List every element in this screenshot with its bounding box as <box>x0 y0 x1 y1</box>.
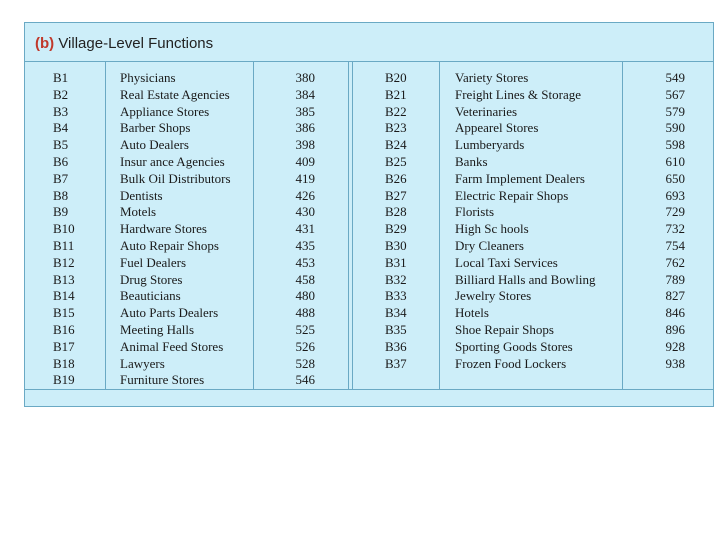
function-value: 458 <box>295 271 315 287</box>
function-name: Furniture Stores <box>120 372 205 388</box>
function-code: B4 <box>53 120 69 136</box>
function-value: 480 <box>295 288 315 304</box>
function-code: B11 <box>53 237 75 253</box>
function-name: Appearel Stores <box>455 120 539 136</box>
table-title <box>35 35 213 52</box>
table-label: (b) <box>35 35 55 52</box>
function-name: Fuel Dealers <box>120 254 187 270</box>
function-name: Frozen Food Lockers <box>455 355 567 371</box>
function-name: Insur ance Agencies <box>120 153 225 169</box>
function-value: 435 <box>295 237 315 253</box>
function-code: B1 <box>53 70 69 85</box>
function-name: Sporting Goods Stores <box>455 338 573 354</box>
function-code: B14 <box>53 288 75 304</box>
function-code: B20 <box>385 70 407 85</box>
function-code: B28 <box>385 204 407 220</box>
function-code: B6 <box>53 153 69 169</box>
column-divider <box>439 61 440 389</box>
function-code: B13 <box>53 271 75 287</box>
function-value: 846 <box>665 305 685 321</box>
function-name: Dentists <box>120 187 163 203</box>
function-value: 650 <box>665 170 685 186</box>
function-value: 896 <box>665 321 685 337</box>
table-footer-rule <box>25 389 713 390</box>
function-name: Billiard Halls and Bowling <box>455 271 596 287</box>
column-divider <box>348 61 349 389</box>
function-value: 525 <box>295 321 315 337</box>
function-name: Animal Feed Stores <box>120 338 224 354</box>
function-name: Local Taxi Services <box>455 254 558 270</box>
function-code: B31 <box>385 254 407 270</box>
function-value: 729 <box>665 204 685 220</box>
function-name: Veterinaries <box>455 103 518 119</box>
function-value: 409 <box>295 153 315 169</box>
function-code: B27 <box>385 187 407 203</box>
function-name: Drug Stores <box>120 271 183 287</box>
function-code: B17 <box>53 338 75 354</box>
function-value: 579 <box>665 103 685 119</box>
function-value: 426 <box>295 187 315 203</box>
function-code: B8 <box>53 187 69 203</box>
function-value: 789 <box>665 271 685 287</box>
function-code: B15 <box>53 305 75 321</box>
function-name: Electric Repair Shops <box>455 187 569 203</box>
function-code: B33 <box>385 288 407 304</box>
function-value: 386 <box>295 120 315 136</box>
function-name: Meeting Halls <box>120 321 195 337</box>
function-name: Lumberyards <box>455 137 525 153</box>
function-value: 754 <box>665 237 685 253</box>
function-name: Bulk Oil Distributors <box>120 170 231 186</box>
function-value: 693 <box>665 187 685 203</box>
function-code: B23 <box>385 120 407 136</box>
function-name: Banks <box>455 153 488 169</box>
function-value: 567 <box>665 86 685 102</box>
function-value: 546 <box>295 372 315 388</box>
function-code: B19 <box>53 372 75 388</box>
function-value: 938 <box>665 355 685 371</box>
function-value: 398 <box>295 137 315 153</box>
function-code: B35 <box>385 321 407 337</box>
function-name: Hardware Stores <box>120 221 207 237</box>
function-name: Real Estate Agencies <box>120 86 230 102</box>
function-code: B9 <box>53 204 69 220</box>
left-value-column <box>275 70 315 389</box>
function-name: Dry Cleaners <box>455 237 524 253</box>
function-value: 526 <box>295 338 315 354</box>
function-name: Auto Repair Shops <box>120 237 219 253</box>
village-functions-table <box>24 22 714 407</box>
function-value: 384 <box>295 86 315 102</box>
function-code: B18 <box>53 355 75 371</box>
function-value: 827 <box>665 288 685 304</box>
function-code: B2 <box>53 86 69 102</box>
function-code: B12 <box>53 254 75 270</box>
function-name: Hotels <box>455 305 489 321</box>
function-code: B25 <box>385 153 407 169</box>
function-value: 488 <box>295 305 315 321</box>
function-code: B22 <box>385 103 407 119</box>
function-value: 380 <box>295 70 315 85</box>
function-code: B24 <box>385 137 407 153</box>
function-code: B36 <box>385 338 407 354</box>
function-code: B32 <box>385 271 407 287</box>
function-code: B16 <box>53 321 75 337</box>
function-name: Variety Stores <box>455 70 529 85</box>
left-name-column <box>120 70 231 389</box>
function-value: 610 <box>665 153 685 169</box>
function-code: B10 <box>53 221 75 237</box>
function-code: B26 <box>385 170 407 186</box>
function-value: 928 <box>665 338 685 354</box>
function-value: 419 <box>295 170 315 186</box>
table-title-text: Village-Level Functions <box>58 35 214 52</box>
function-value: 528 <box>295 355 315 371</box>
right-value-column <box>645 70 685 372</box>
function-name: Auto Dealers <box>120 137 189 153</box>
function-value: 590 <box>665 120 685 136</box>
function-value: 431 <box>295 221 315 237</box>
function-name: Jewelry Stores <box>455 288 532 304</box>
function-name: Florists <box>455 204 495 220</box>
function-name: Freight Lines & Storage <box>455 86 582 102</box>
function-name: Beauticians <box>120 288 181 304</box>
function-name: Motels <box>120 204 157 220</box>
function-code: B30 <box>385 237 407 253</box>
function-name: High Sc hools <box>455 221 529 237</box>
function-code: B37 <box>385 355 407 371</box>
column-divider <box>622 61 623 389</box>
function-code: B34 <box>385 305 407 321</box>
function-value: 732 <box>665 221 685 237</box>
function-code: B5 <box>53 137 69 153</box>
function-name: Auto Parts Dealers <box>120 305 219 321</box>
column-divider <box>105 61 106 389</box>
function-code: B21 <box>385 86 407 102</box>
function-value: 385 <box>295 103 315 119</box>
function-code: B7 <box>53 170 69 186</box>
column-divider <box>352 61 353 389</box>
column-divider <box>253 61 254 389</box>
function-value: 549 <box>665 70 685 85</box>
function-code: B29 <box>385 221 407 237</box>
right-code-column <box>385 70 407 372</box>
function-name: Farm Implement Dealers <box>455 170 585 186</box>
function-name: Barber Shops <box>120 120 191 136</box>
left-code-column <box>53 70 75 389</box>
right-name-column <box>455 70 595 372</box>
table-title-bar <box>25 23 713 62</box>
function-value: 430 <box>295 204 315 220</box>
function-code: B3 <box>53 103 69 119</box>
function-value: 598 <box>665 137 685 153</box>
function-value: 453 <box>295 254 315 270</box>
function-name: Appliance Stores <box>120 103 210 119</box>
function-value: 762 <box>665 254 685 270</box>
function-name: Physicians <box>120 70 176 85</box>
function-name: Lawyers <box>120 355 165 371</box>
function-name: Shoe Repair Shops <box>455 321 554 337</box>
